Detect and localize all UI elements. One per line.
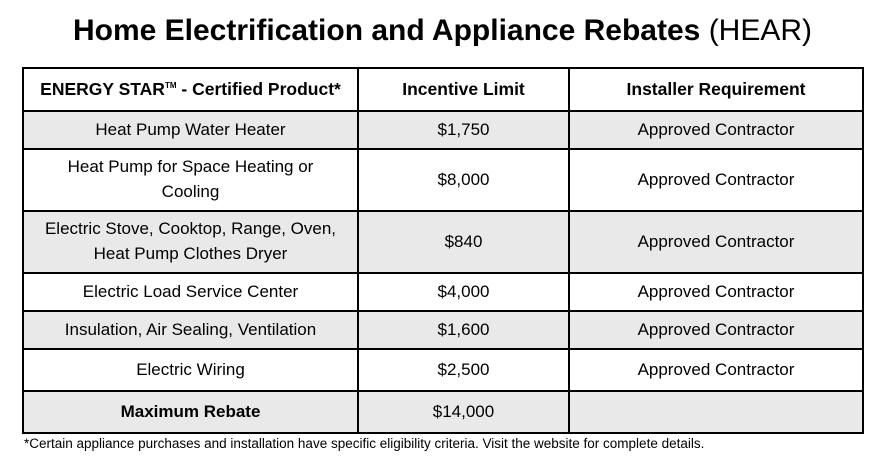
energy-star-brand: ENERGY STAR	[40, 78, 165, 99]
table-row	[23, 273, 863, 311]
product-cell	[23, 273, 358, 311]
table-row	[23, 349, 863, 391]
product-label: Heat Pump for Space Heating or Cooling	[67, 157, 314, 201]
incentive-cell: $1,600	[358, 311, 569, 349]
column-header-product	[23, 68, 358, 111]
installer-cell-empty	[569, 391, 863, 433]
installer-cell: Approved Contractor	[569, 349, 863, 391]
product-label: Insulation, Air Sealing, Ventilation	[64, 319, 317, 339]
incentive-cell: $8,000	[358, 149, 569, 211]
page-title-bold: Home Electrification and Appliance Rebates	[72, 14, 701, 47]
incentive-cell: $2,500	[358, 349, 569, 391]
table-header-row	[23, 68, 863, 111]
rebates-table	[22, 67, 864, 434]
installer-cell: Approved Contractor	[569, 273, 863, 311]
installer-cell: Approved Contractor	[569, 311, 863, 349]
table-row	[23, 311, 863, 349]
product-label: Electric Stove, Cooktop, Range, Oven, Heat Pump Clothes Dryer	[44, 219, 337, 263]
installer-cell: Approved Contractor	[569, 111, 863, 149]
column-header-product-rest: - Certified Product*	[176, 78, 341, 99]
product-cell	[23, 311, 358, 349]
product-cell	[23, 211, 358, 273]
installer-cell: Approved Contractor	[569, 149, 863, 211]
product-cell	[23, 111, 358, 149]
table-row	[23, 211, 863, 273]
product-label: Electric Wiring	[136, 359, 245, 379]
product-cell-total	[23, 391, 358, 433]
incentive-cell: $840	[358, 211, 569, 273]
product-label: Heat Pump Water Heater	[95, 119, 286, 139]
trademark-symbol: TM	[164, 80, 177, 90]
product-cell	[23, 149, 358, 211]
footnote: *Certain appliance purchases and installation have specific eligibility criteria. Visit the website for complete details.	[24, 436, 705, 451]
incentive-cell: $4,000	[358, 273, 569, 311]
incentive-cell: $1,750	[358, 111, 569, 149]
product-label: Electric Load Service Center	[82, 281, 299, 301]
product-cell	[23, 349, 358, 391]
table-row-total	[23, 391, 863, 433]
product-label: Maximum Rebate	[120, 401, 261, 421]
page-title-acronym: (HEAR)	[700, 14, 813, 47]
table-row	[23, 111, 863, 149]
column-header-incentive: Incentive Limit	[358, 68, 569, 111]
incentive-cell-total: $14,000	[358, 391, 569, 433]
installer-cell: Approved Contractor	[569, 211, 863, 273]
page-title	[0, 14, 885, 48]
column-header-installer: Installer Requirement	[569, 68, 863, 111]
table-row	[23, 149, 863, 211]
